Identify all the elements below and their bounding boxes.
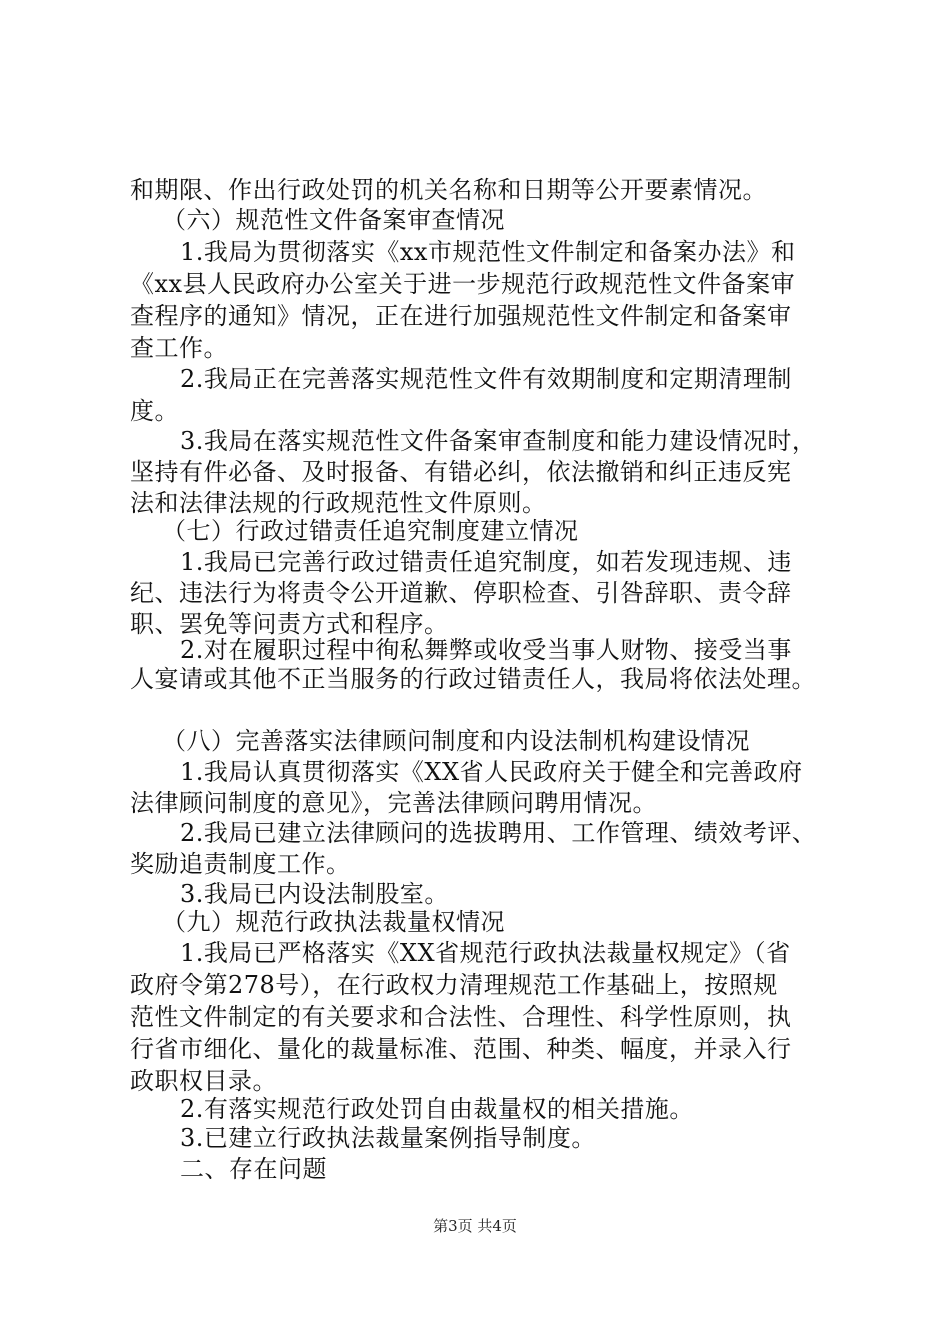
text-line: 1.我局已严格落实《XX省规范行政执法裁量权规定》（省: [180, 939, 791, 967]
section-heading: （八）完善落实法律顾问制度和内设法制机构建设情况: [162, 727, 750, 755]
text-line: 政职权目录。: [130, 1067, 277, 1095]
text-line: 范性文件制定的有关要求和合法性、合理性、科学性原则，执: [130, 1003, 792, 1031]
text-line: 2.有落实规范行政处罚自由裁量权的相关措施。: [180, 1095, 694, 1123]
section-heading: （九）规范行政执法裁量权情况: [162, 908, 505, 936]
text-line: 3.我局在落实规范性文件备案审查制度和能力建设情况时，: [180, 427, 817, 455]
text-line: 度。: [130, 397, 179, 425]
text-line: 行省市细化、量化的裁量标准、范围、种类、幅度，并录入行: [130, 1035, 792, 1063]
text-line: 法律顾问制度的意见》，完善法律顾问聘用情况。: [130, 789, 657, 817]
text-line: 和期限、作出行政处罚的机关名称和日期等公开要素情况。: [130, 176, 767, 204]
text-line: 2.对在履职过程中徇私舞弊或收受当事人财物、接受当事: [180, 636, 792, 664]
text-line: 3.已建立行政执法裁量案例指导制度。: [180, 1124, 596, 1152]
text-line: 人宴请或其他不正当服务的行政过错责任人，我局将依法处理。: [130, 665, 816, 693]
text-line: 3.我局已内设法制股室。: [180, 880, 449, 908]
text-line: 查程序的通知》情况，正在进行加强规范性文件制定和备案审: [130, 302, 792, 330]
text-line: 坚持有件必备、及时报备、有错必纠，依法撤销和纠正违反宪: [130, 458, 792, 486]
text-line: 2.我局已建立法律顾问的选拔聘用、工作管理、绩效考评、: [180, 819, 817, 847]
text-line: 纪、违法行为将责令公开道歉、停职检查、引咎辞职、责令辞: [130, 579, 792, 607]
text-line: 1.我局认真贯彻落实《XX省人民政府关于健全和完善政府: [180, 758, 803, 786]
section-heading: （七）行政过错责任追究制度建立情况: [162, 517, 579, 545]
text-line: 法和法律法规的行政规范性文件原则。: [130, 489, 547, 517]
text-line: 查工作。: [130, 334, 228, 362]
section-heading: 二、存在问题: [180, 1155, 327, 1183]
page-number-footer: 第3页 共4页: [433, 1217, 517, 1235]
section-heading: （六）规范性文件备案审查情况: [162, 206, 505, 234]
text-line: 《xx县人民政府办公室关于进一步规范行政规范性文件备案审: [130, 270, 796, 298]
text-line: 1.我局已完善行政过错责任追究制度，如若发现违规、违: [180, 548, 792, 576]
text-line: 职、罢免等问责方式和程序。: [130, 610, 449, 638]
text-line: 奖励追责制度工作。: [130, 850, 351, 878]
text-line: 政府令第278号），在行政权力清理规范工作基础上，按照规: [130, 971, 778, 999]
text-line: 1.我局为贯彻落实《xx市规范性文件制定和备案办法》和: [180, 238, 796, 266]
text-line: 2.我局正在完善落实规范性文件有效期制度和定期清理制: [180, 365, 792, 393]
